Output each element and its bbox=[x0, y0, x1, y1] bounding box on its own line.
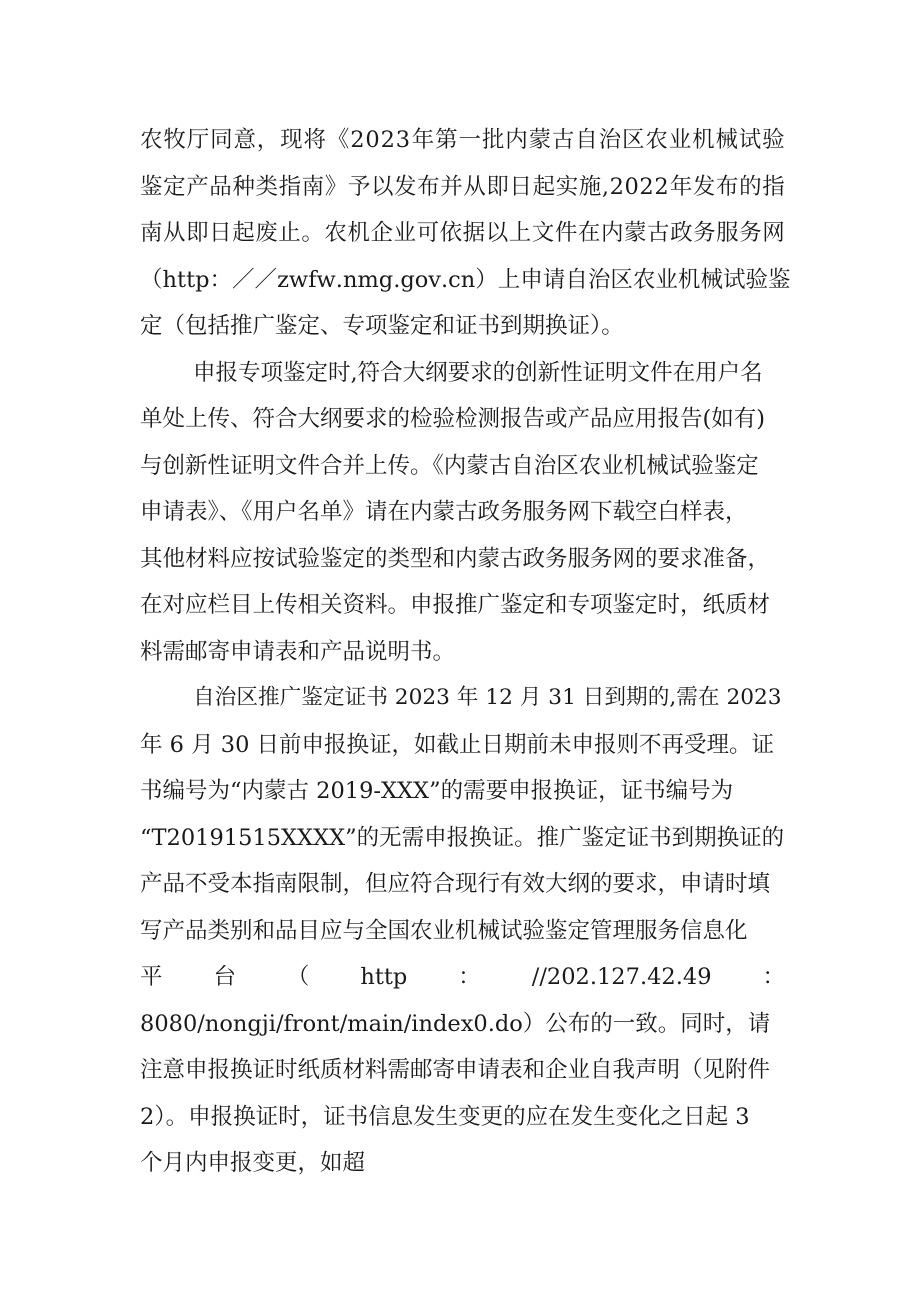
paragraph-2-line-3: 与创新性证明文件合并上传。《内蒙古自治区农业机械试验鉴定 bbox=[140, 452, 759, 479]
paragraph-2-line-6: 在对应栏目上传相关资料。申报推广鉴定和专项鉴定时，纸质材 bbox=[140, 592, 771, 618]
paragraph-3-spread-line bbox=[140, 954, 785, 1001]
spread-token: http bbox=[360, 964, 408, 990]
paragraph-1-line-2: 鉴 定 产 品 种 类 指 南 》 予 以 发 布 并 从 即 日 起 实 施 , 2 0 2 2 年 发 布 的 指 bbox=[140, 173, 785, 200]
paragraph-2-line-5: 其他材料应按试验鉴定的类型和内蒙古政务服务网的要求准备， bbox=[140, 545, 771, 572]
paragraph-3-line-3: 书编号为“内蒙古 2019-XXX”的需要申报换证，证书编号为 bbox=[140, 778, 734, 804]
spread-token: ： bbox=[762, 964, 785, 990]
paragraph-1-line-3: 南 从 即 日 起 废 止 。 农 机 企 业 可 依 据 以 上 文 件 在 内 蒙 古 政 务 服 务 网 bbox=[140, 220, 785, 246]
paragraph-3-line-6: 写产品类别和品目应与全国农业机械试验鉴定管理服务信息化 bbox=[140, 917, 748, 944]
paragraph-1-line-5: 定（包括推广鉴定、专项鉴定和证书到期换证）。 bbox=[140, 313, 624, 339]
document-body bbox=[140, 117, 791, 1187]
paragraph-3-line-1: 自治区推广鉴定证书 2023 年 12 月 31 日到期的,需在 2023 bbox=[193, 685, 782, 710]
paragraph-1-line-4: （ h t t p ： ／ ／ z w f w . n m g . g o v . c n ） 上 申 请 自 治 区 农 业 机 械 试 验 鉴 bbox=[140, 266, 791, 293]
paragraph-2-line-2: 单处上传、符合大纲要求的检验检测报告或产品应用报告(如有) bbox=[140, 406, 766, 432]
paragraph-2-line-4: 申请表》、《用户名单》请在内蒙古政务服务网下载空白样表， bbox=[140, 499, 748, 525]
paragraph-3-line-2: 年 6 月 30 日前申报换证，如截止日期前未申报则不再受理。证 bbox=[140, 731, 775, 758]
paragraph-3-tail-line-4: 个月内申报变更，如超 bbox=[140, 1150, 366, 1176]
spread-token: （ bbox=[286, 964, 310, 990]
spread-token: 平 bbox=[140, 964, 163, 990]
paragraph-3-line-5: 产品不受本指南限制，但应符合现行有效大纲的要求，申请时填 bbox=[140, 871, 771, 897]
spread-token: ： bbox=[458, 964, 481, 990]
paragraph-1-line-1: 农 牧 厅 同 意 ， 现 将 《 2 0 2 3 年 第 一 批 内 蒙 古 自 治 区 农 业 机 械 试 验 bbox=[140, 127, 785, 153]
paragraph-3-tail-line-1: 8080/nongji/front/main/index0.do）公布的一致。同时，请 bbox=[140, 1010, 771, 1037]
spread-token: 台 bbox=[213, 964, 236, 990]
paragraph-2-line-1: 申报专项鉴定时,符合大纲要求的创新性证明文件在用户名 bbox=[193, 359, 763, 386]
paragraph-3-line-4: “T20191515XXXX”的无需申报换证。推广鉴定证书到期换证的 bbox=[140, 824, 785, 851]
paragraph-2-line-7: 料需邮寄申请表和产品说明书。 bbox=[140, 638, 456, 665]
spread-token: //202.127.42.49 bbox=[531, 964, 712, 990]
paragraph-3-tail-line-3: 2）。申报换证时，证书信息发生变更的应在发生变化之日起 3 bbox=[140, 1103, 750, 1130]
paragraph-3-tail-line-2: 注意申报换证时纸质材料需邮寄申请表和企业自我声明（见附件 bbox=[140, 1057, 771, 1083]
